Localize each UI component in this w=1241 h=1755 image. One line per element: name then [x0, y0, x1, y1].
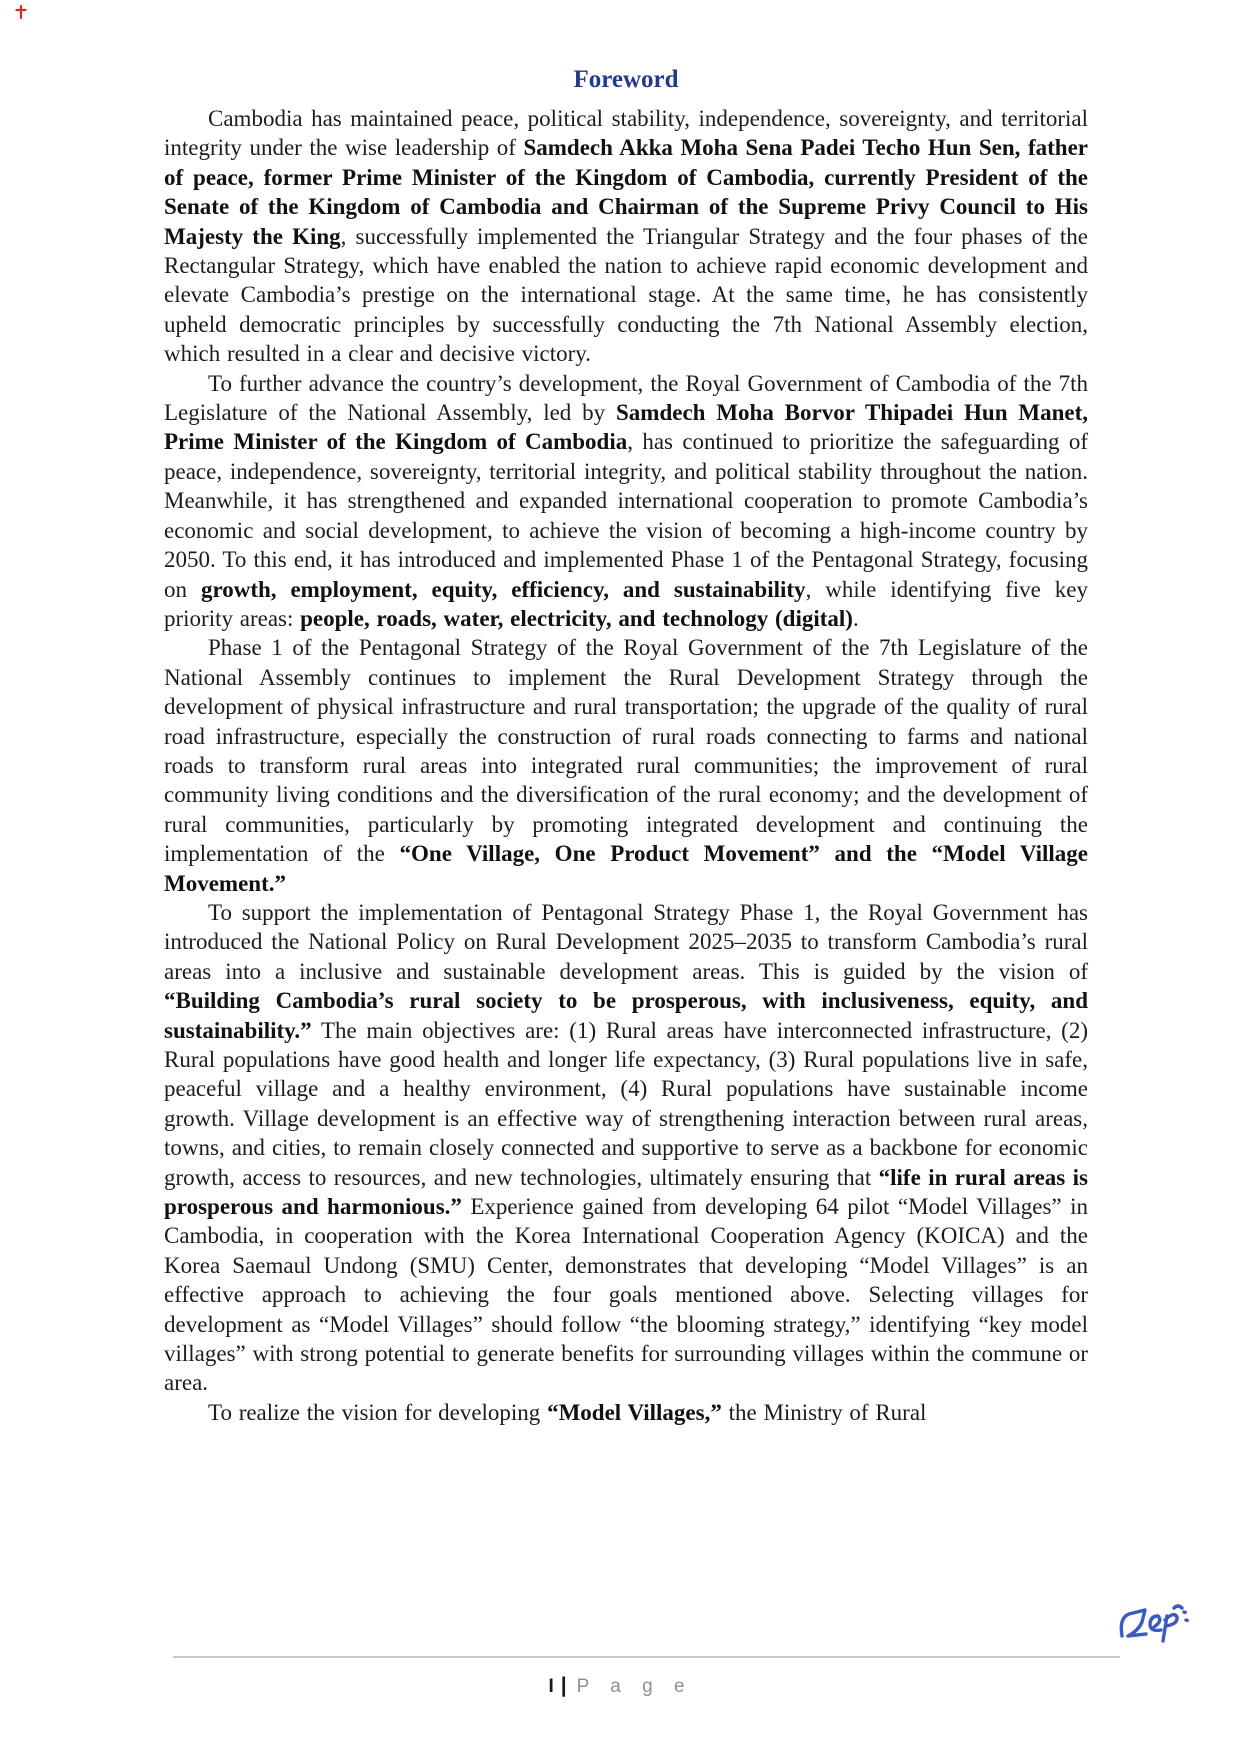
text-run: , successfully implemented the Triangular Strategy and the four phases of the Rectangular Strategy, which have enabled the nation to achieve rapid economic development and elevate Cambodia’s prestige on the international stage. At the same time, he has consistently upheld democratic principles by successfully conducting the 7th National Assembly election, which resulted in a clear and decisive victory.: [164, 223, 1088, 367]
bold-text-run: “Model Villages,”: [547, 1399, 722, 1425]
page-number: I: [548, 1676, 554, 1697]
page-title: Foreword: [573, 66, 679, 93]
document-body: [164, 104, 1088, 1427]
paragraph: [164, 104, 1088, 369]
bold-text-run: Samdech Moha Borvor Thipadei Hun Manet, Prime Minister of the Kingdom of Cambodia: [164, 400, 1088, 455]
text-run: , while identifying five key priority areas:: [164, 576, 1089, 631]
paragraph: [164, 633, 1088, 898]
paragraph: [164, 898, 1088, 1398]
bold-text-run: “Building Cambodia’s rural society to be prosperous, with inclusiveness, equity, and sustainability.”: [164, 988, 1088, 1043]
text-run: , has continued to prioritize the safeguarding of peace, independence, sovereignty, territorial integrity, and political stability throughout the nation. Meanwhile, it has strengthened and expanded international cooperation to promote Cambodia’s economic and social development, to achieve the vision of becoming a high-income country by 2050. To this end, it has introduced and implemented Phase 1 of the Pentagonal Strategy, focusing on: [164, 429, 1088, 602]
bold-text-run: Samdech Akka Moha Sena Padei Techo Hun Sen, father of peace, former Prime Minister of the Kingdom of Cambodia, currently President of the Senate of the Kingdom of Cambodia and Chairman of the Supreme Privy Council to His Majesty the King: [164, 135, 1088, 249]
footer-separator: |: [560, 1674, 567, 1697]
page-label: P a g e: [576, 1676, 693, 1697]
document-content: [164, 64, 1088, 1427]
text-run: .: [852, 605, 859, 631]
text-run: Phase 1 of the Pentagonal Strategy of the Royal Government of the 7th Legislature of the National Assembly continues to implement the Rural Development Strategy through the development of physical infrastructure and rural transportation; the upgrade of the quality of rural road infrastructure, especially the construction of rural roads connecting to farms and national roads to transform rural areas into integrated rural communities; the improvement of rural community living conditions and the diversification of the rural economy; and the development of rural communities, particularly by promoting integrated development and continuing the implementation of the: [164, 635, 1088, 867]
text-run: The main objectives are: (1) Rural areas have interconnected infrastructure, (2) Rural populations have good health and longer life expectancy, (3) Rural populations live in safe, peaceful village and a healthy environment, (4) Rural populations have sustainable income growth. Village development is an effective way of strengthening interaction between rural areas, towns, and cities, to remain closely connected and supportive to serve as a backbone for economic growth, access to resources, and new technologies, ultimately ensuring that: [164, 1017, 1088, 1190]
text-run: To support the implementation of Pentagonal Strategy Phase 1, the Royal Government has introduced the National Policy on Rural Development 2025–2035 to transform Cambodia’s rural areas into a inclusive and sustainable development areas. This is guided by the vision of: [164, 899, 1088, 984]
paragraph: [164, 369, 1088, 634]
corner-red-mark-icon: [13, 4, 29, 21]
text-run: the Ministry of Rural: [721, 1399, 927, 1425]
text-run: Cambodia has maintained peace, political stability, independence, sovereignty, and territorial integrity under the wise leadership of: [164, 106, 1088, 161]
page-footer: [0, 1674, 1241, 1698]
footer-divider: [173, 1656, 1120, 1658]
paragraph: [164, 1398, 1088, 1427]
bold-text-run: “One Village, One Product Movement” and the “Model Village Movement.”: [164, 841, 1088, 896]
handwritten-signature-icon: [1116, 1600, 1190, 1650]
bold-text-run: growth, employment, equity, efficiency, and sustainability: [200, 576, 806, 602]
bold-text-run: people, roads, water, electricity, and technology (digital): [300, 605, 853, 631]
text-run: Experience gained from developing 64 pilot “Model Villages” in Cambodia, in cooperation with the Korea International Cooperation Agency (KOICA) and the Korea Saemaul Undong (SMU) Center, demonstrates that developing “Model Villages” is an effective approach to achieving the four goals mentioned above. Selecting villages for development as “Model Villages” should follow “the blooming strategy,” identifying “key model villages” with strong potential to generate benefits for surrounding villages within the commune or area.: [164, 1194, 1088, 1396]
text-run: To realize the vision for developing: [208, 1399, 548, 1425]
text-run: To further advance the country’s development, the Royal Government of Cambodia of the 7th Legislature of the National Assembly, led by: [164, 370, 1088, 426]
bold-text-run: “life in rural areas is prosperous and harmonious.”: [164, 1164, 1088, 1220]
